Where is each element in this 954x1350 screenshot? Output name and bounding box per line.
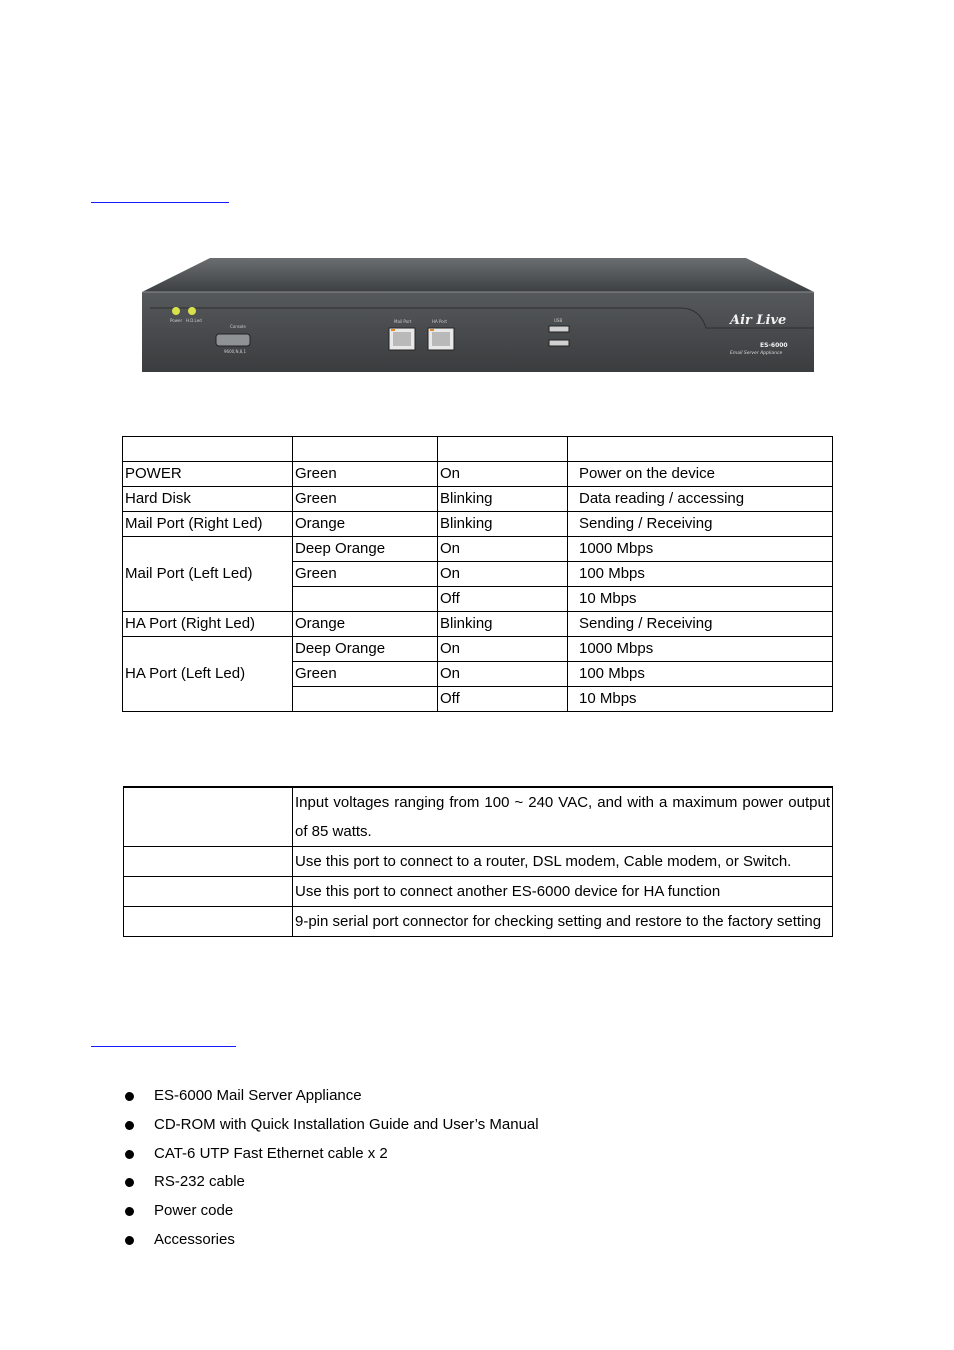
led-status: On <box>438 562 568 587</box>
port-description-table <box>123 786 833 937</box>
led-status-table <box>122 436 833 712</box>
list-item <box>122 1082 539 1111</box>
led-name: Hard Disk <box>123 487 293 512</box>
list-item <box>122 1168 539 1197</box>
led-status: On <box>438 537 568 562</box>
led-name: HA Port (Left Led) <box>123 637 293 712</box>
table-row <box>124 788 833 847</box>
table-row <box>124 877 833 907</box>
port-name <box>124 907 293 937</box>
led-status: Off <box>438 587 568 612</box>
led-color: Deep Orange <box>293 637 438 662</box>
device-brand-logo: Air Live <box>730 313 787 328</box>
device-console-label: Console <box>230 324 246 329</box>
list-item <box>122 1226 539 1255</box>
ha-port-icon <box>428 328 454 350</box>
led-status: Blinking <box>438 487 568 512</box>
table-header-cell <box>568 437 833 462</box>
device-port-label-ha: HA Port <box>432 319 447 324</box>
led-description: 10 Mbps <box>568 687 833 712</box>
table-row <box>123 487 833 512</box>
led-name: POWER <box>123 462 293 487</box>
table-row <box>123 612 833 637</box>
led-description: 1000 Mbps <box>568 537 833 562</box>
package-contents-list <box>122 1082 539 1255</box>
led-color: Green <box>293 562 438 587</box>
table-header-row <box>123 437 833 462</box>
port-name <box>124 788 293 847</box>
section-rule-front-panel <box>91 202 229 203</box>
usb-port-2-icon <box>549 340 569 346</box>
table-header-cell <box>293 437 438 462</box>
table-row <box>123 462 833 487</box>
bullet-icon <box>125 1236 134 1245</box>
port-name <box>124 877 293 907</box>
device-port-label-mail: Mail Port <box>394 319 412 324</box>
device-led-label-power: Power <box>170 318 183 323</box>
led-status: On <box>438 662 568 687</box>
led-status: Blinking <box>438 512 568 537</box>
list-item-label: ES-6000 Mail Server Appliance <box>154 1087 362 1104</box>
list-item-label: CAT-6 UTP Fast Ethernet cable x 2 <box>154 1144 388 1162</box>
list-item <box>122 1111 539 1140</box>
led-color: Orange <box>293 612 438 637</box>
led-color: Green <box>293 662 438 687</box>
led-status: Blinking <box>438 612 568 637</box>
led-status: Off <box>438 687 568 712</box>
console-port-icon <box>216 334 250 346</box>
usb-port-1-icon <box>549 326 569 332</box>
led-description: 100 Mbps <box>568 662 833 687</box>
bullet-icon <box>125 1207 134 1216</box>
port-description: Use this port to connect another ES-6000 device for HA function <box>293 877 833 907</box>
table-row <box>124 847 833 877</box>
power-led-icon <box>172 307 180 315</box>
port-description: Use this port to connect to a router, DSL modem, Cable modem, or Switch. <box>293 847 833 877</box>
led-color <box>293 587 438 612</box>
led-description: Sending / Receiving <box>568 612 833 637</box>
list-item-label: Power code <box>154 1202 234 1220</box>
bullet-icon <box>125 1121 134 1130</box>
device-console-sub: 9600,N,8,1 <box>224 349 247 354</box>
led-status: On <box>438 637 568 662</box>
led-description: Sending / Receiving <box>568 512 833 537</box>
table-row <box>124 907 833 937</box>
led-color: Green <box>293 487 438 512</box>
device-led-label-hd: H.D.Led <box>186 318 202 323</box>
led-name: Mail Port (Right Led) <box>123 512 293 537</box>
device-front-panel-image <box>140 256 816 374</box>
led-color: Deep Orange <box>293 537 438 562</box>
led-description: 10 Mbps <box>568 587 833 612</box>
led-color <box>293 687 438 712</box>
hd-led-icon <box>188 307 196 315</box>
device-model-label: ES-6000 <box>760 342 788 349</box>
section-rule-package <box>91 1046 236 1047</box>
led-color: Orange <box>293 512 438 537</box>
led-name: Mail Port (Left Led) <box>123 537 293 612</box>
port-description: Input voltages ranging from 100 ~ 240 VAC, and with a maximum power output of 85 watts. <box>293 788 833 847</box>
led-status: On <box>438 462 568 487</box>
table-row <box>123 512 833 537</box>
device-usb-label: USB <box>554 318 563 323</box>
list-item-label: RS-232 cable <box>154 1173 245 1191</box>
led-color: Green <box>293 462 438 487</box>
table-row <box>123 637 833 662</box>
led-description: 1000 Mbps <box>568 637 833 662</box>
bullet-icon <box>125 1178 134 1187</box>
port-description: 9-pin serial port connector for checking setting and restore to the factory setting <box>293 907 833 937</box>
bullet-icon <box>125 1150 134 1159</box>
table-header-cell <box>438 437 568 462</box>
device-subtitle-label: Email Server Appliance <box>730 351 783 356</box>
port-name <box>124 847 293 877</box>
led-name: HA Port (Right Led) <box>123 612 293 637</box>
led-description: 100 Mbps <box>568 562 833 587</box>
table-row <box>123 537 833 562</box>
table-header-cell <box>123 437 293 462</box>
list-item-label: CD-ROM with Quick Installation Guide and User’s Manual <box>154 1115 539 1133</box>
led-description: Data reading / accessing <box>568 487 833 512</box>
led-description: Power on the device <box>568 462 833 487</box>
bullet-icon <box>125 1092 134 1101</box>
list-item <box>122 1197 539 1226</box>
mail-port-icon <box>389 328 415 350</box>
list-item-label: Accessories <box>154 1230 235 1248</box>
list-item <box>122 1140 539 1169</box>
